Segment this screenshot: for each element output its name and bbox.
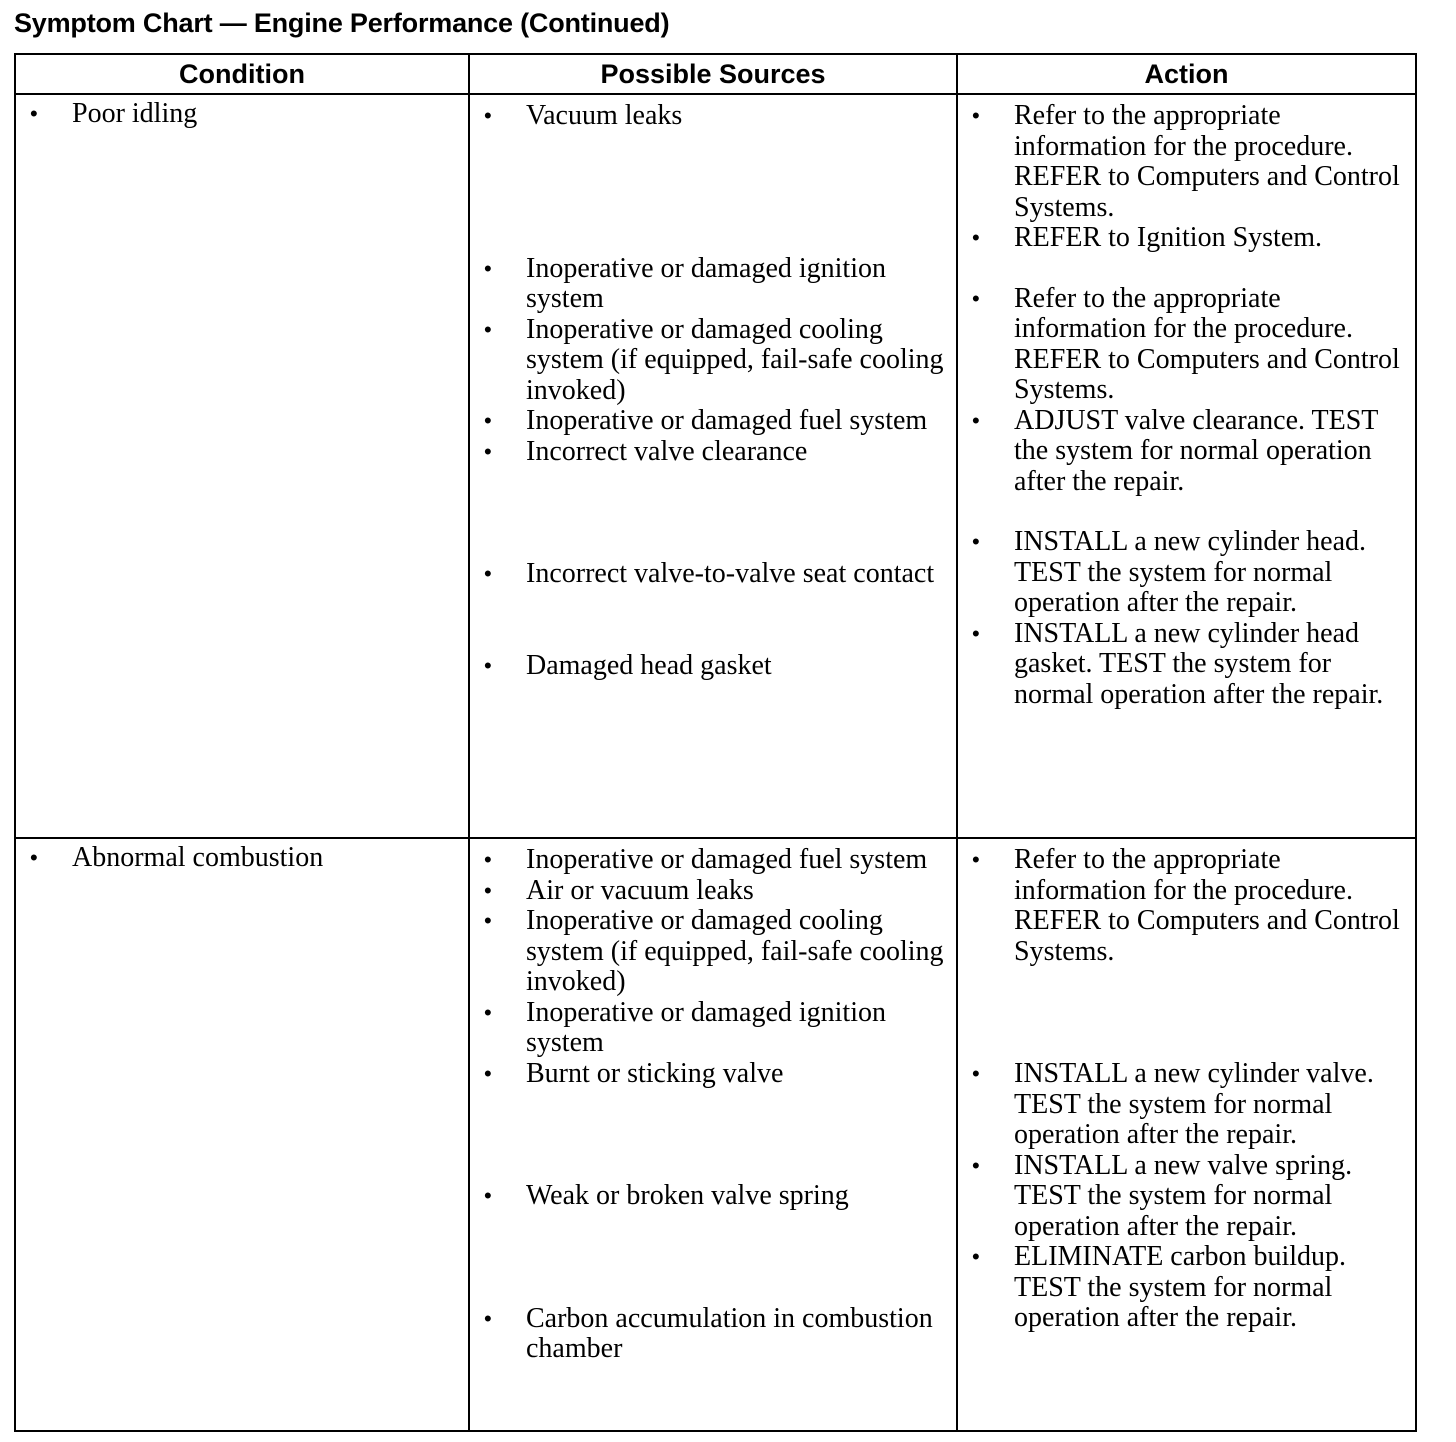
source-text: Incorrect valve clearance <box>526 435 808 467</box>
bullet-icon: • <box>972 529 980 554</box>
bullet-icon: • <box>484 847 492 872</box>
action-text: Refer to the appropriate information for the procedure. REFER to Computers and Control Systems. <box>1014 844 1400 967</box>
list-item <box>470 876 956 907</box>
list-item <box>958 619 1415 711</box>
bullet-icon: • <box>484 316 492 342</box>
bullet-icon: • <box>972 103 980 128</box>
list-item <box>958 527 1415 619</box>
list-item <box>958 1242 1415 1334</box>
source-text: Weak or broken valve spring <box>526 1180 849 1211</box>
list-item <box>16 95 468 130</box>
action-text: Refer to the appropriate information for the procedure. REFER to Computers and Control Systems. <box>1014 100 1400 223</box>
bullet-icon: • <box>484 1060 492 1086</box>
condition-cell <box>15 838 469 1431</box>
source-text: Carbon accumulation in combustion chamber <box>526 1302 933 1364</box>
bullet-icon: • <box>972 1061 980 1086</box>
action-text: INSTALL a new cylinder head gasket. TEST the system for normal operation after the repair. <box>1014 617 1384 710</box>
bullet-icon: • <box>484 255 492 281</box>
bullet-icon: • <box>972 620 980 646</box>
list-item <box>470 651 956 682</box>
list-item <box>470 101 956 132</box>
condition-text: Poor idling <box>72 98 198 129</box>
bullet-icon: • <box>484 652 492 678</box>
bullet-icon: • <box>30 845 38 870</box>
list-item <box>958 845 1415 967</box>
bullet-icon: • <box>484 438 492 464</box>
bullet-icon: • <box>972 1152 980 1178</box>
list-item <box>470 437 956 468</box>
list-item <box>470 845 956 876</box>
bullet-icon: • <box>484 908 492 933</box>
sources-cell <box>469 838 957 1431</box>
list-item <box>958 101 1415 223</box>
list-item <box>470 315 956 407</box>
bullet-icon: • <box>972 225 980 250</box>
header-row <box>15 54 1416 94</box>
bullet-icon: • <box>484 877 492 903</box>
action-text: Refer to the appropriate information for the procedure. REFER to Computers and Control Systems. <box>1014 282 1400 405</box>
symptom-chart-table <box>14 53 1417 1432</box>
bullet-icon: • <box>972 1244 980 1269</box>
source-text: Inoperative or damaged cooling system (if equipped, fail-safe cooling invoked) <box>526 313 944 406</box>
header-possible-sources: Possible Sources <box>469 54 957 94</box>
action-text: INSTALL a new cylinder valve. TEST the system for normal operation after the repair. <box>1014 1058 1374 1150</box>
source-text: Vacuum leaks <box>526 100 683 131</box>
chart-title: Symptom Chart — Engine Performance (Continued) <box>14 8 670 38</box>
list-item <box>470 998 956 1059</box>
table-row <box>15 94 1416 838</box>
source-text: Inoperative or damaged ignition system <box>526 996 886 1058</box>
actions-cell <box>957 838 1416 1431</box>
list-item <box>470 1059 956 1090</box>
sources-cell <box>469 94 957 838</box>
table-row <box>15 838 1416 1431</box>
bullet-icon: • <box>972 285 980 311</box>
list-item <box>470 1181 956 1212</box>
bullet-icon: • <box>30 101 38 126</box>
source-text: Inoperative or damaged fuel system <box>526 405 928 436</box>
list-item <box>16 839 468 874</box>
bullet-icon: • <box>972 407 980 433</box>
bullet-icon: • <box>972 847 980 872</box>
list-item <box>470 559 956 590</box>
bullet-icon: • <box>484 1305 492 1331</box>
list-item <box>958 1059 1415 1151</box>
list-item <box>958 406 1415 498</box>
list-item <box>958 284 1415 406</box>
bullet-icon: • <box>484 103 492 128</box>
source-text: Inoperative or damaged cooling system (if equipped, fail-safe cooling invoked) <box>526 905 944 997</box>
action-text: REFER to Ignition System. <box>1014 222 1323 253</box>
source-text: Inoperative or damaged ignition system <box>526 252 886 314</box>
source-text: Air or vacuum leaks <box>526 874 754 906</box>
source-text: Damaged head gasket <box>526 649 772 681</box>
bullet-icon: • <box>484 1183 492 1208</box>
list-item <box>470 906 956 998</box>
list-item <box>470 1304 956 1365</box>
action-text: INSTALL a new cylinder head. TEST the system for normal operation after the repair. <box>1014 526 1367 618</box>
list-item <box>958 1151 1415 1243</box>
header-condition: Condition <box>15 54 469 94</box>
list-item <box>470 406 956 437</box>
action-text: ADJUST valve clearance. TEST the system for normal operation after the repair. <box>1014 404 1378 497</box>
source-text: Burnt or sticking valve <box>526 1057 784 1089</box>
header-action: Action <box>957 54 1416 94</box>
condition-cell <box>15 94 469 838</box>
action-text: ELIMINATE carbon buildup. TEST the system for normal operation after the repair. <box>1014 1241 1347 1333</box>
bullet-icon: • <box>484 561 492 586</box>
bullet-icon: • <box>484 408 492 433</box>
source-text: Incorrect valve-to-valve seat contact <box>526 558 935 589</box>
action-text: INSTALL a new valve spring. TEST the system for normal operation after the repair. <box>1014 1149 1353 1242</box>
list-item <box>958 223 1415 254</box>
condition-text: Abnormal combustion <box>72 842 324 873</box>
actions-cell <box>957 94 1416 838</box>
list-item <box>470 254 956 315</box>
source-text: Inoperative or damaged fuel system <box>526 844 928 875</box>
bullet-icon: • <box>484 999 492 1025</box>
